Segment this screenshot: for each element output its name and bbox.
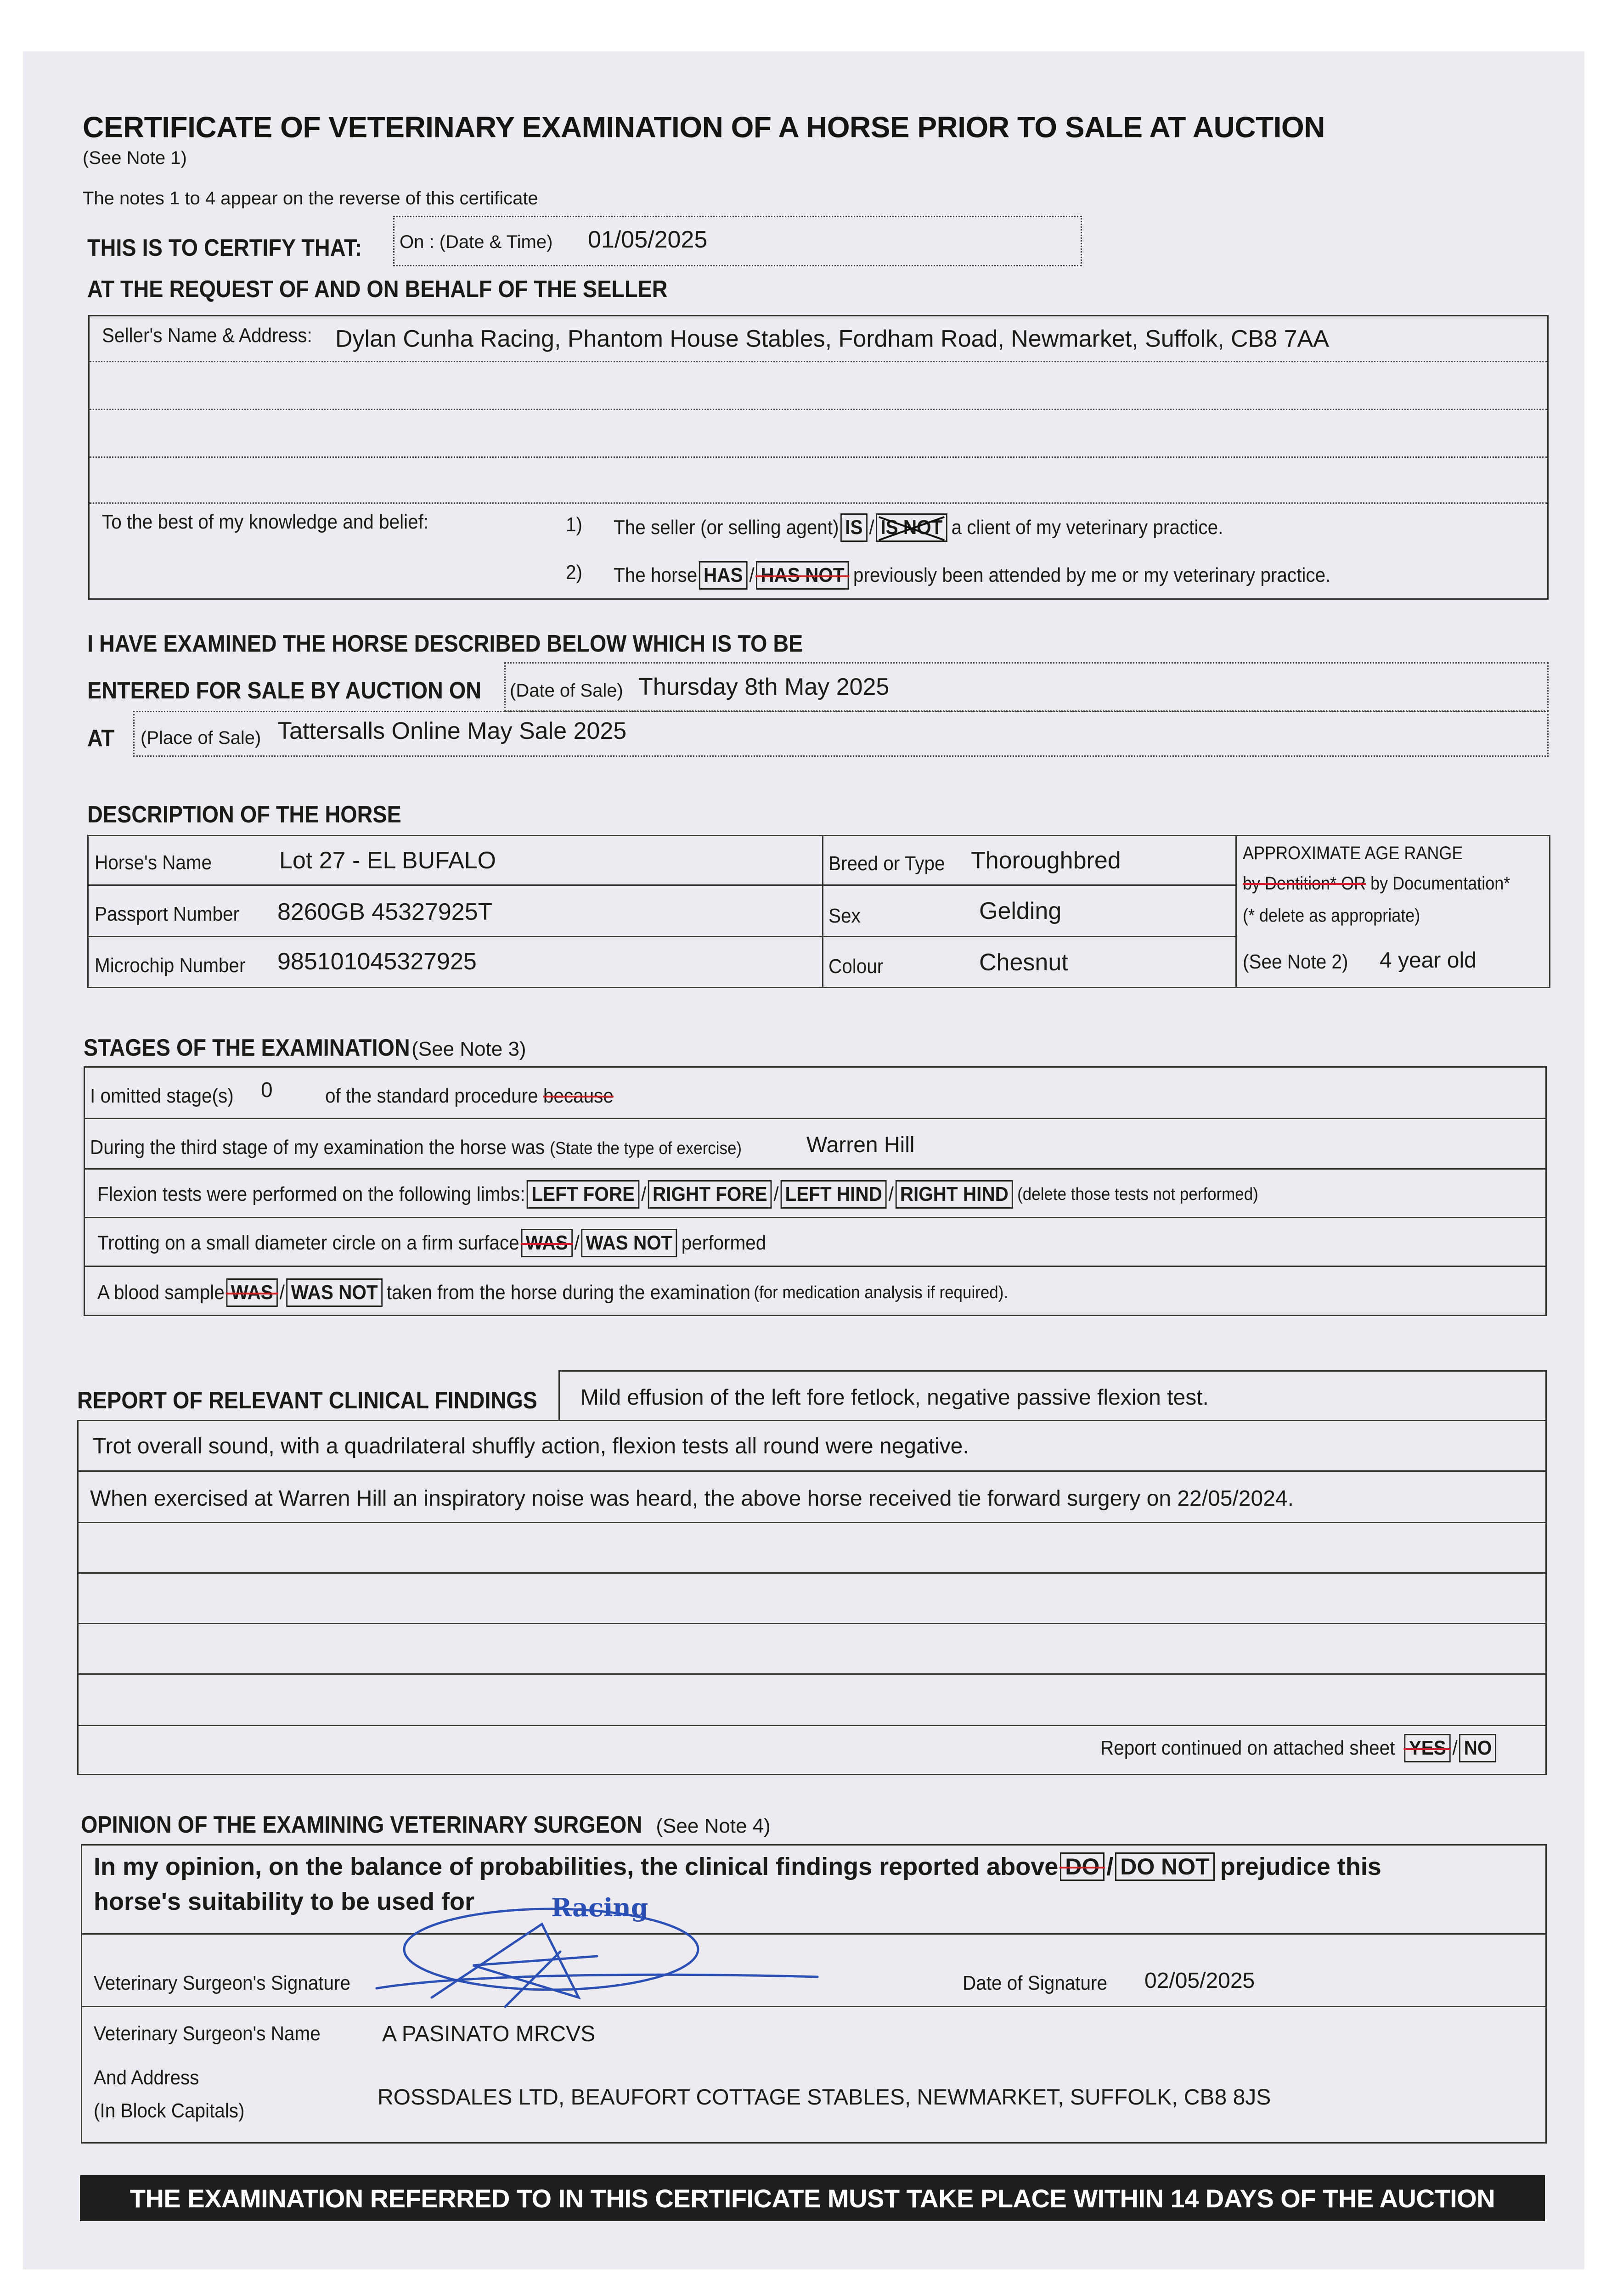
examined-heading: I HAVE EXAMINED THE HORSE DESCRIBED BELOW WHICH IS TO BE	[87, 630, 803, 657]
omitted-value: 0	[261, 1078, 273, 1102]
report-line-4	[77, 1623, 1547, 1624]
at-label: AT	[87, 725, 114, 752]
item1-number: 1)	[566, 513, 582, 536]
passport-value: 8260GB 45327925T	[277, 899, 493, 925]
opinion-text-post: prejudice this	[1220, 1853, 1381, 1880]
blood-post: taken from the horse during the examination	[386, 1281, 750, 1304]
limb-right-fore[interactable]: RIGHT FORE	[648, 1180, 772, 1209]
report-line-3	[77, 1572, 1547, 1574]
slash: /	[773, 1183, 779, 1205]
stages-line-3	[84, 1217, 1547, 1218]
blood-option-was-not[interactable]: WAS NOT	[287, 1278, 383, 1307]
address-value: ROSSDALES LTD, BEAUFORT COTTAGE STABLES, NEWMARKET, SUFFOLK, CB8 8JS	[378, 2085, 1271, 2110]
seller-line-4	[90, 502, 1547, 504]
third-stage-value: Warren Hill	[806, 1133, 915, 1157]
third-stage-label: During the third stage of my examination the horse was	[90, 1136, 545, 1159]
opinion-text-pre: In my opinion, on the balance of probabilities, the clinical findings reported above	[94, 1853, 1059, 1880]
item2-post: previously been attended by me or my veterinary practice.	[853, 564, 1331, 586]
sex-label: Sex	[828, 905, 861, 927]
microchip-label: Microchip Number	[95, 954, 246, 977]
stages-heading-row	[84, 1034, 526, 1062]
item2-number: 2)	[566, 561, 582, 584]
opinion-heading: OPINION OF THE EXAMINING VETERINARY SURGEON	[81, 1812, 642, 1838]
age-value: 4 year old	[1380, 948, 1476, 973]
signature-image	[367, 1896, 827, 2016]
opinion-statement	[94, 1852, 1381, 1881]
breed-value: Thoroughbred	[971, 847, 1121, 874]
date-of-sale-label: (Date of Sale)	[510, 681, 623, 701]
blood-note: (for medication analysis if required).	[754, 1283, 1009, 1302]
horse-heading: DESCRIPTION OF THE HORSE	[87, 801, 401, 828]
seller-line-2	[90, 409, 1547, 410]
trot-post: performed	[681, 1232, 766, 1254]
horse-name-label: Horse's Name	[95, 851, 212, 874]
notes-info: The notes 1 to 4 appear on the reverse of this certificate	[83, 188, 538, 208]
third-stage-small: (State the type of exercise)	[550, 1139, 742, 1158]
date-time-value: 01/05/2025	[588, 226, 708, 253]
continued-option-no[interactable]: NO	[1459, 1734, 1496, 1762]
seller-value: Dylan Cunha Racing, Phantom House Stables, Fordham Road, Newmarket, Suffolk, CB8 7AA	[335, 326, 1329, 352]
report-heading: REPORT OF RELEVANT CLINICAL FINDINGS	[77, 1387, 537, 1414]
colour-label: Colour	[828, 955, 884, 978]
slash: /	[641, 1183, 647, 1205]
limb-right-hind[interactable]: RIGHT HIND	[896, 1180, 1013, 1209]
item2-row	[614, 561, 1330, 590]
item1-option-is[interactable]: IS	[840, 513, 867, 542]
flexion-row	[97, 1180, 1258, 1209]
item2-pre: The horse	[614, 564, 698, 586]
report-line-2	[77, 1522, 1547, 1523]
date-of-sale-value: Thursday 8th May 2025	[638, 674, 890, 700]
opinion-heading-note: (See Note 4)	[656, 1815, 771, 1837]
opinion-text-line2: horse's suitability to be used for	[94, 1888, 474, 1915]
stages-heading: STAGES OF THE EXAMINATION	[84, 1035, 410, 1061]
seller-label: Seller's Name & Address:	[102, 324, 312, 347]
age-by-documentation[interactable]: by Documentation*	[1370, 873, 1510, 894]
trot-option-was-not[interactable]: WAS NOT	[581, 1229, 677, 1257]
age-delete-note: (* delete as appropriate)	[1243, 906, 1420, 926]
intended-use-value: Racing	[551, 1893, 648, 1922]
report-line1: Mild effusion of the left fore fetlock, negative passive flexion test.	[580, 1385, 1209, 1410]
horse-row-line-2	[87, 936, 1235, 937]
page-title: CERTIFICATE OF VETERINARY EXAMINATION OF A HORSE PRIOR TO SALE AT AUCTION	[83, 111, 1325, 144]
omitted-row-text	[325, 1085, 614, 1108]
date-time-label: On : (Date & Time)	[400, 232, 553, 252]
age-heading: APPROXIMATE AGE RANGE	[1243, 843, 1463, 863]
limb-left-fore[interactable]: LEFT FORE	[527, 1180, 639, 1209]
item1-post: a client of my veterinary practice.	[951, 516, 1223, 539]
slash: /	[279, 1281, 285, 1304]
report-line2: Trot overall sound, with a quadrilateral shuffly action, flexion tests all round were negative.	[93, 1434, 969, 1458]
stages-line-1	[84, 1118, 1547, 1119]
age-see-note: (See Note 2)	[1243, 951, 1348, 973]
place-of-sale-label: (Place of Sale)	[141, 728, 261, 748]
trot-option-was[interactable]: WAS	[521, 1229, 572, 1257]
microchip-value: 985101045327925	[277, 948, 477, 975]
seller-line-1	[90, 361, 1547, 362]
report-line-1	[77, 1470, 1547, 1472]
stages-line-2	[84, 1168, 1547, 1170]
entered-heading: ENTERED FOR SALE BY AUCTION ON	[87, 677, 482, 704]
address-label-block-capitals: (In Block Capitals)	[94, 2099, 245, 2122]
continued-label: Report continued on attached sheet	[1100, 1737, 1395, 1759]
flexion-label: Flexion tests were performed on the following limbs:	[97, 1183, 525, 1205]
horse-name-value: Lot 27 - EL BUFALO	[279, 847, 496, 874]
address-label: And Address	[94, 2066, 199, 2089]
colour-value: Chesnut	[979, 949, 1068, 976]
slash: /	[888, 1183, 894, 1205]
blood-row	[97, 1278, 1008, 1307]
blood-label: A blood sample	[97, 1281, 225, 1304]
age-methods	[1243, 873, 1510, 894]
certify-label: THIS IS TO CERTIFY THAT:	[87, 235, 362, 261]
breed-label: Breed or Type	[828, 852, 945, 875]
sex-value: Gelding	[979, 898, 1062, 924]
horse-col-divider-2	[1235, 835, 1237, 988]
item2-option-has-not[interactable]: HAS NOT	[756, 561, 849, 590]
trot-row	[97, 1229, 766, 1257]
age-by-dentition[interactable]: by Dentition* OR	[1243, 873, 1366, 894]
item1-option-is-not[interactable]: IS NOT	[876, 513, 947, 542]
footer-banner: THE EXAMINATION REFERRED TO IN THIS CERTIFICATE MUST TAKE PLACE WITHIN 14 DAYS OF THE AUCTION	[80, 2175, 1545, 2221]
horse-row-line-1	[87, 884, 1235, 886]
continued-row	[1100, 1734, 1498, 1762]
item1-pre: The seller (or selling agent)	[614, 516, 839, 539]
request-heading: AT THE REQUEST OF AND ON BEHALF OF THE SELLER	[87, 276, 668, 303]
signature-label: Veterinary Surgeon's Signature	[94, 1972, 351, 1994]
opinion-option-do-not[interactable]: DO NOT	[1115, 1852, 1214, 1881]
continued-option-yes[interactable]: YES	[1404, 1734, 1451, 1762]
surgeon-name-value: A PASINATO MRCVS	[382, 2022, 596, 2046]
blood-option-was[interactable]: WAS	[226, 1278, 277, 1307]
see-note-1: (See Note 1)	[83, 148, 187, 168]
third-stage-row	[90, 1136, 742, 1159]
trot-label: Trotting on a small diameter circle on a firm surface	[97, 1232, 519, 1254]
slash: /	[1106, 1853, 1114, 1880]
horse-col-divider-1	[822, 835, 823, 988]
seller-line-3	[90, 456, 1547, 458]
item2-option-has[interactable]: HAS	[699, 561, 748, 590]
report-line-5	[77, 1673, 1547, 1675]
date-of-signature-value: 02/05/2025	[1144, 1969, 1255, 1993]
item1-row	[614, 513, 1223, 542]
knowledge-label: To the best of my knowledge and belief:	[102, 511, 429, 533]
passport-label: Passport Number	[95, 903, 239, 925]
omitted-post: of the standard procedure	[325, 1085, 538, 1107]
opinion-option-do[interactable]: DO	[1060, 1852, 1105, 1881]
report-line3: When exercised at Warren Hill an inspiratory noise was heard, the above horse received tie forward surgery on 22/05/2024.	[90, 1486, 1294, 1511]
slash: /	[574, 1232, 580, 1254]
place-of-sale-value: Tattersalls Online May Sale 2025	[277, 718, 627, 744]
stages-heading-note: (See Note 3)	[411, 1038, 526, 1060]
opinion-heading-row	[81, 1811, 771, 1839]
limb-left-hind[interactable]: LEFT HIND	[780, 1180, 887, 1209]
stages-line-4	[84, 1266, 1547, 1267]
surgeon-name-label: Veterinary Surgeon's Name	[94, 2022, 321, 2045]
slash: /	[869, 516, 874, 539]
slash: /	[1452, 1737, 1458, 1759]
report-box	[77, 1420, 1547, 1775]
slash: /	[749, 564, 755, 586]
omitted-label: I omitted stage(s)	[90, 1085, 234, 1107]
date-of-signature-label: Date of Signature	[963, 1972, 1108, 1994]
report-line-6	[77, 1725, 1547, 1726]
flexion-note: (delete those tests not performed)	[1017, 1184, 1258, 1204]
because-text: because	[543, 1085, 614, 1107]
